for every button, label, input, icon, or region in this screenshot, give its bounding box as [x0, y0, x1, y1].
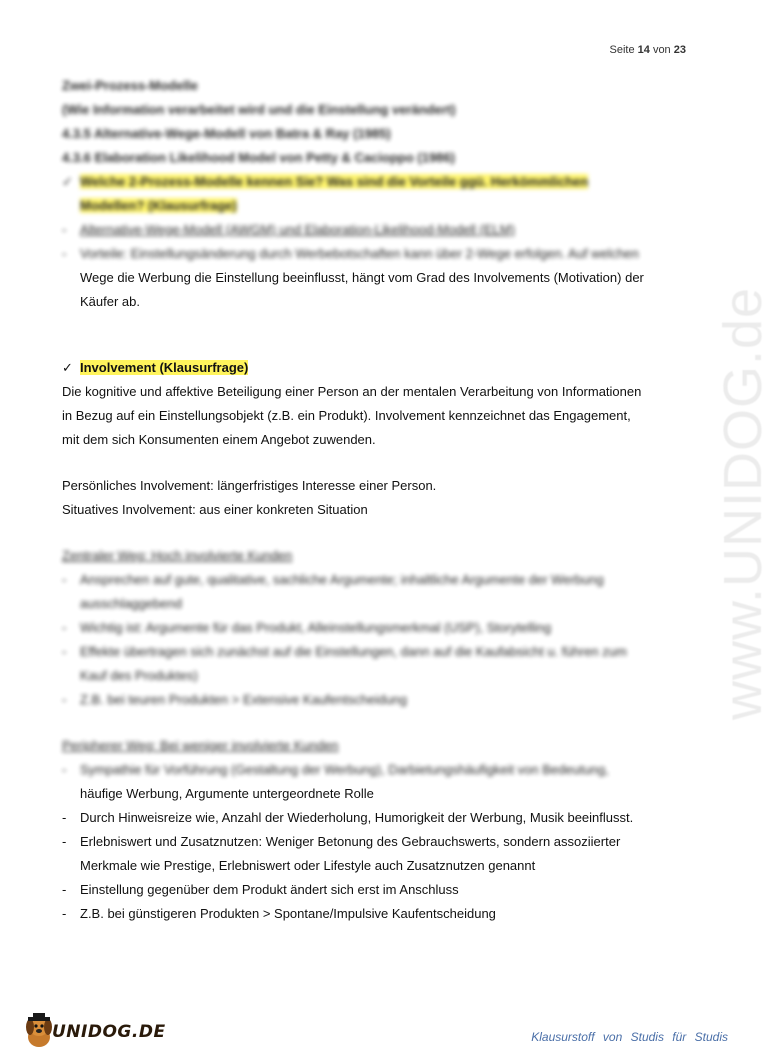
heading-zwei-prozess: Zwei-Prozess-Modelle: [62, 78, 198, 93]
dash-marker: -: [62, 572, 67, 587]
heading-subtitle: (Wie Information verarbeitet wird und die Einstellung verändert): [62, 102, 456, 117]
paragraph-line: Persönliches Involvement: längerfristiges Interesse einer Person.: [62, 478, 437, 493]
heading-436: 4.3.6 Elaboration Likelihood Model von Petty & Cacioppo (1986): [62, 150, 455, 165]
footer-tagline: Klausurstoff von Studis für Studis: [531, 1030, 728, 1044]
page-total: 23: [673, 44, 686, 56]
dash-marker: -: [62, 882, 67, 897]
list-item: [62, 568, 688, 616]
list-item-text: Ansprechen auf gute, qualitative, sachliche Argumente; inhaltliche Argumente der Werbung: [80, 572, 604, 587]
paragraph-line: Die kognitive und affektive Beteiligung einer Person an der mentalen Verarbeitung von Informationen: [62, 384, 642, 399]
list-item-text: häufige Werbung, Argumente untergeordnete Rolle: [80, 786, 374, 801]
dash-marker: -: [62, 834, 67, 849]
list-item-text: Kauf des Produktes): [80, 668, 198, 683]
dash-marker: -: [62, 644, 67, 659]
list-item-text: Durch Hinweisreize wie, Anzahl der Wiederholung, Humorigkeit der Werbung, Musik beeinflusst.: [80, 810, 634, 825]
document-body: [62, 74, 688, 926]
peripherer-weg-heading: Peripherer Weg: Bei weniger involvierte Kunden: [62, 738, 339, 753]
involvement-heading: [62, 356, 688, 380]
question-line-1: Welche 2-Prozess-Modelle kennen Sie? Was sind die Vorteile ggü. Herkömmlichen: [80, 174, 589, 189]
dash-marker: -: [62, 762, 67, 777]
list-item-text: Vorteile: Einstellungsänderung durch Werbebotschaften kann über 2-Wege erfolgen. Auf welchen: [80, 246, 639, 261]
list-item-text: Sympathie für Vorführung (Gestaltung der Werbung), Darbietungshäufigkeit von Bedeutung,: [80, 762, 609, 777]
list-item: [62, 688, 688, 712]
list-item: [62, 830, 688, 878]
unidog-logo: [22, 1013, 166, 1051]
dash-marker: -: [62, 246, 67, 261]
list-item: [62, 242, 688, 314]
question-block: [62, 170, 688, 218]
list-item-text: Alternative-Wege-Modell (AWGM) und Elaboration-Likelihood-Modell (ELM): [80, 222, 515, 237]
list-item: [62, 640, 688, 688]
question-line-2: Modellen? (Klausurfrage): [80, 198, 237, 213]
zentraler-weg-heading: Zentraler Weg: Hoch involvierte Kunden: [62, 548, 293, 563]
dash-marker: -: [62, 810, 67, 825]
list-item-text: Wichtig ist: Argumente für das Produkt, Alleinstellungsmerkmal (USP), Storytelling: [80, 620, 552, 635]
list-item-text: Erlebniswert und Zusatznutzen: Weniger Betonung des Gebrauchswerts, sondern assoziierter: [80, 834, 621, 849]
list-item: [62, 902, 688, 926]
watermark: www.UNIDOG.de: [713, 286, 773, 720]
list-item: [62, 616, 688, 640]
list-item: [62, 806, 688, 830]
list-item-text: Wege die Werbung die Einstellung beeinflusst, hängt vom Grad des Involvements (Motivation) der: [80, 270, 644, 285]
list-item-text: ausschlaggebend: [80, 596, 182, 611]
check-icon: ✓: [62, 360, 73, 375]
dash-marker: -: [62, 620, 67, 635]
paragraph-line: Situatives Involvement: aus einer konkreten Situation: [62, 502, 368, 517]
logo-text: UNIDOG.DE: [52, 1022, 166, 1042]
list-item-text: Merkmale wie Prestige, Erlebniswert oder Lifestyle auch Zusatznutzen genannt: [80, 858, 536, 873]
page-number: [609, 44, 686, 56]
list-item: [62, 878, 688, 902]
page-sep: von: [652, 44, 671, 56]
dash-marker: -: [62, 906, 67, 921]
page-current: 14: [637, 44, 650, 56]
list-item-text: Käufer ab.: [80, 294, 140, 309]
list-item-text: Z.B. bei günstigeren Produkten > Spontane/Impulsive Kaufentscheidung: [80, 906, 496, 921]
list-item-text: Effekte übertragen sich zunächst auf die Einstellungen, dann auf die Kaufabsicht u. führen zum: [80, 644, 627, 659]
dash-marker: -: [62, 692, 67, 707]
dog-icon: [22, 1013, 56, 1051]
dash-marker: -: [62, 222, 67, 237]
paragraph-line: in Bezug auf ein Einstellungsobjekt (z.B. ein Produkt). Involvement kennzeichnet das Engagement,: [62, 408, 631, 423]
page-prefix: Seite: [609, 44, 635, 56]
list-item: [62, 218, 688, 242]
list-item-text: Einstellung gegenüber dem Produkt ändert sich erst im Anschluss: [80, 882, 459, 897]
list-item: [62, 758, 688, 806]
paragraph-line: mit dem sich Konsumenten einem Angebot zuwenden.: [62, 432, 376, 447]
heading-435: 4.3.5 Alternative-Wege-Modell von Batra & Ray (1985): [62, 126, 391, 141]
check-icon: ✓: [62, 174, 73, 189]
involvement-title: Involvement (Klausurfrage): [80, 360, 249, 375]
list-item-text: Z.B. bei teuren Produkten > Extensive Kaufentscheidung: [80, 692, 408, 707]
